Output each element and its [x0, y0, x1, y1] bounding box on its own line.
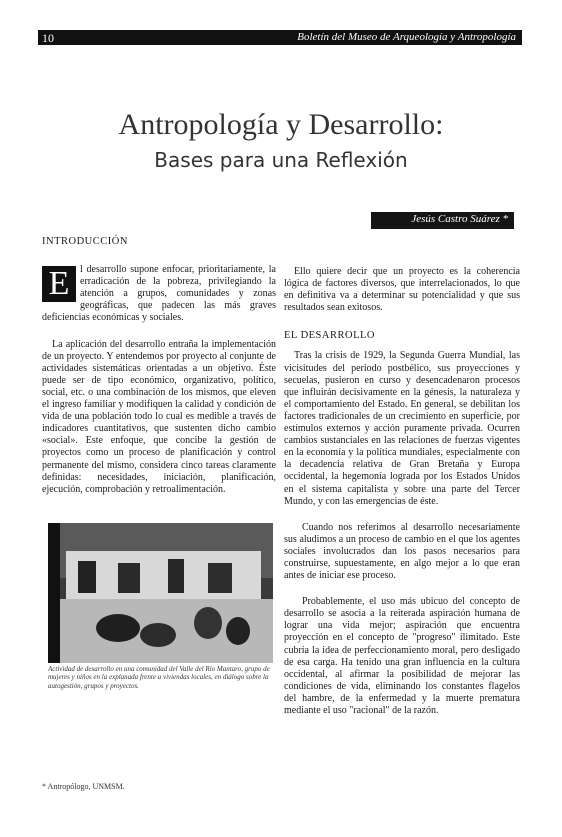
right-column-text [284, 266, 520, 717]
desarrollo-paragraph-2: Cuando nos referimos al desarrollo necesariamente sus aludimos a un proceso de cambio en el que los agentes sociales involucrados dan los pasos necesarios para construirse, supuestamente, en algo mejor a lo que eran antes de iniciar ese proceso. [284, 521, 520, 582]
intro-paragraph-1: E l desarrollo supone enfocar, prioritariamente, la erradicación de la pobreza, privilegiando la atención a grupos, comunidades y zonas geográficas, que padecen las más graves deficiencias económicas y sociales. [42, 264, 276, 324]
author-bar [371, 212, 514, 229]
intro-paragraph-2: La aplicación del desarrollo entraña la implementación de un proyecto. Y entendemos por proyecto al conjunte de actividades sistemáticas orientadas a un objetivo. Éste puede ser de tipo económico, organizativo, político, social, etc. o una combinación de los mismos, que eleven el ingreso familiar y modifiquen la calidad y condición de vida de una población todo lo cual es medible a través de indicadores cuantitativos, que sustenten dicho cambio «social». Este enfoque, que concibe la gestión de proyectos como un proceso de planificación y control permanente del mismo, considera cinco tareas claramente definidas: necesidades, iniciación, planificación, ejecución, comprobación y retroalimentación. [42, 338, 276, 495]
page-number: 10 [42, 31, 54, 45]
desarrollo-paragraph-3: Probablemente, el uso más ubicuo del concepto de desarrollo se asocia a la reiterada aspiración humana de lograr una vida mejor; aspiración que encuentra proyección en el concepto de "progreso" ilimitado. Este cubría la idea de perfeccionamiento moral, pero desligado de esa carga. Ha tenido una gran influencia en la cultura occidental, al afirmar la posibilidad de mejorar las condiciones de vida, eliminando los constantes flagelos del hambre, de la enfermedad y la muerte prematura mediante el uso "racional" de la razón. [284, 596, 520, 716]
running-title: Boletín del Museo de Arqueología y Antropología [297, 31, 516, 43]
right-intro-paragraph: Ello quiere decir que un proyecto es la coherencia lógica de factores diversos, que interrelacionados, lo que en definitiva va a determinar su potencialidad y que sus resultados sean exitosos. [284, 266, 520, 314]
article-title: Antropología y Desarrollo: [118, 108, 444, 141]
photo [48, 523, 273, 663]
section-heading-introduccion: INTRODUCCIÓN [42, 236, 128, 247]
left-column-text [42, 236, 276, 496]
drop-cap: E [42, 266, 76, 302]
author-name: Jesús Castro Suárez * [411, 213, 508, 225]
desarrollo-paragraph-1: Tras la crisis de 1929, la Segunda Guerra Mundial, las vicisitudes del periodo postbélico, sus proyecciones y secuelas, pusieron en curso y desencadenaron procesos que influirán decisivamente en la génesis, la naturaleza y el comportamiento del Estado. En general, se debilitan los factores tradicionales de un crecimiento en superficie, por estímulos externos y acción puramente privada. Ocurren cambios sustanciales en las relaciones de fuerzas vigentes en la economía y la política mundiales, especialmente con la decadencia relativa de Gran Bretaña y Europa occidental, la hegemonía lograda por los Estados Unidos en el sistema capitalista y sobre una parte del Tercer Mundo, y con las emergencias de éste. [284, 350, 520, 507]
article-subtitle: Bases para una Reflexión [154, 148, 408, 172]
footnote: * Antropólogo, UNMSM. [42, 782, 125, 791]
photo-image [48, 523, 273, 663]
section-heading-desarrollo: EL DESARROLLO [284, 330, 375, 342]
photo-caption: Actividad de desarrollo en una comunidad del Valle del Río Mantaro, grupo de mujeres y niños en la explanada frente a viviendas locales, en diálogo sobre la autogestión, grupos y proyectos. [48, 665, 270, 690]
header-bar [38, 30, 522, 45]
